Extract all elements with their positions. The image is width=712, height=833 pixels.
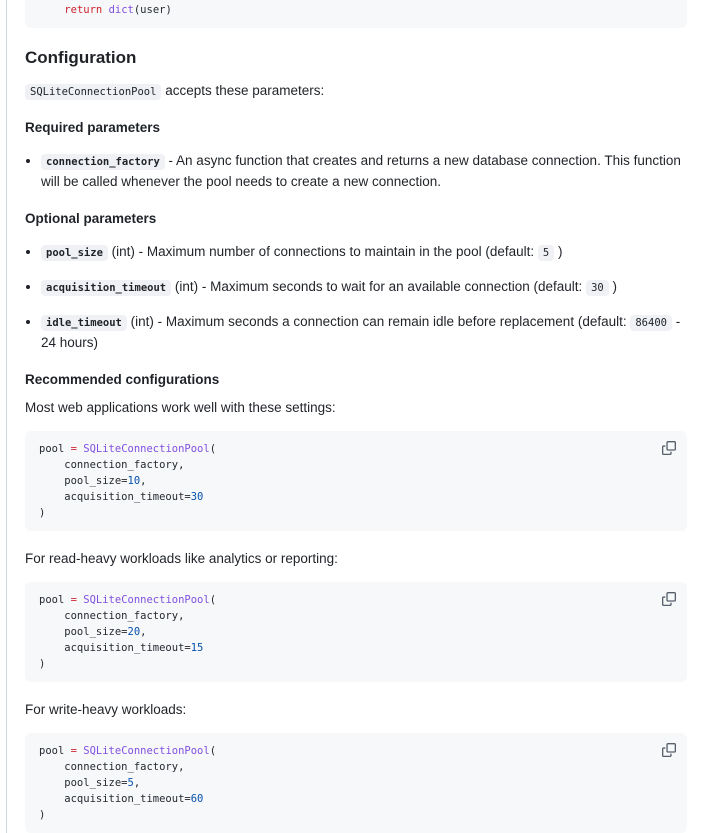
code-block-partial	[25, 0, 687, 28]
readme-content	[6, 0, 712, 833]
code-content	[39, 743, 673, 823]
list-item-text: (int) - Maximum number of connections to maintain in the pool (default:	[107, 244, 538, 259]
code-line: pool = SQLiteConnectionPool(	[39, 745, 217, 757]
code-line: acquisition_timeout=30	[39, 491, 204, 503]
code-content	[39, 2, 673, 18]
example-intro-web: Most web applications work well with these settings:	[25, 400, 336, 415]
code-block-write-heavy-config	[25, 733, 687, 833]
heading-required-parameters: Required parameters	[25, 120, 161, 135]
heading-optional-parameters: Optional parameters	[25, 211, 157, 226]
example-intro-write-heavy: For write-heavy workloads:	[25, 702, 187, 717]
code-line: return dict(user)	[64, 4, 172, 16]
copy-icon	[662, 743, 676, 757]
code-line: pool = SQLiteConnectionPool(	[39, 443, 217, 455]
intro-text: accepts these parameters:	[161, 83, 325, 98]
code-content	[39, 592, 673, 672]
code-block	[25, 431, 687, 531]
code-block	[25, 582, 687, 682]
copy-icon	[662, 592, 676, 606]
optional-params-list	[25, 241, 687, 353]
copy-button[interactable]	[657, 436, 681, 460]
list-item	[41, 276, 687, 297]
inline-code: 5	[538, 245, 554, 261]
list-item-text: - An async function that creates and returns a new database connection. This function will be called whenever the pool needs to create a new connection.	[41, 153, 681, 189]
copy-button[interactable]	[657, 738, 681, 762]
inline-code: connection_factory	[41, 154, 165, 170]
list-item-text: )	[554, 244, 563, 259]
code-line: acquisition_timeout=15	[39, 642, 204, 654]
list-item-text: )	[608, 279, 617, 294]
list-item-text: (int) - Maximum seconds a connection can remain idle before replacement (default:	[126, 314, 631, 329]
code-line: connection_factory,	[39, 761, 185, 773]
code-line: )	[39, 809, 46, 821]
intro-paragraph	[25, 81, 687, 101]
code-content	[39, 441, 673, 521]
example-intro-read-heavy: For read-heavy workloads like analytics or reporting:	[25, 551, 338, 566]
inline-code: idle_timeout	[41, 315, 127, 331]
list-item	[41, 150, 687, 192]
inline-code: pool_size	[41, 245, 108, 261]
heading-recommended-configurations: Recommended configurations	[25, 372, 220, 387]
inline-code: 30	[586, 280, 609, 296]
required-params-list	[25, 150, 687, 192]
list-item	[41, 311, 687, 353]
code-line: )	[39, 507, 46, 519]
inline-code-classname: SQLiteConnectionPool	[25, 84, 161, 100]
code-line: )	[39, 658, 46, 670]
code-line: pool_size=20,	[39, 626, 147, 638]
list-item-text: (int) - Maximum seconds to wait for an available connection (default:	[171, 279, 587, 294]
inline-code: acquisition_timeout	[41, 280, 171, 296]
copy-button[interactable]	[657, 587, 681, 611]
code-line: pool_size=5,	[39, 777, 141, 789]
list-item	[41, 241, 687, 262]
copy-icon	[662, 441, 676, 455]
heading-configuration: Configuration	[25, 48, 137, 67]
code-block-read-heavy-config	[25, 582, 687, 682]
code-line: connection_factory,	[39, 459, 185, 471]
code-block-web-config	[25, 431, 687, 531]
inline-code: 86400	[630, 315, 672, 331]
code-line: pool = SQLiteConnectionPool(	[39, 594, 217, 606]
list-item-text: - 24 hours)	[41, 314, 681, 350]
code-line: connection_factory,	[39, 610, 185, 622]
code-line: pool_size=10,	[39, 475, 147, 487]
code-block	[25, 733, 687, 833]
code-line: acquisition_timeout=60	[39, 793, 204, 805]
